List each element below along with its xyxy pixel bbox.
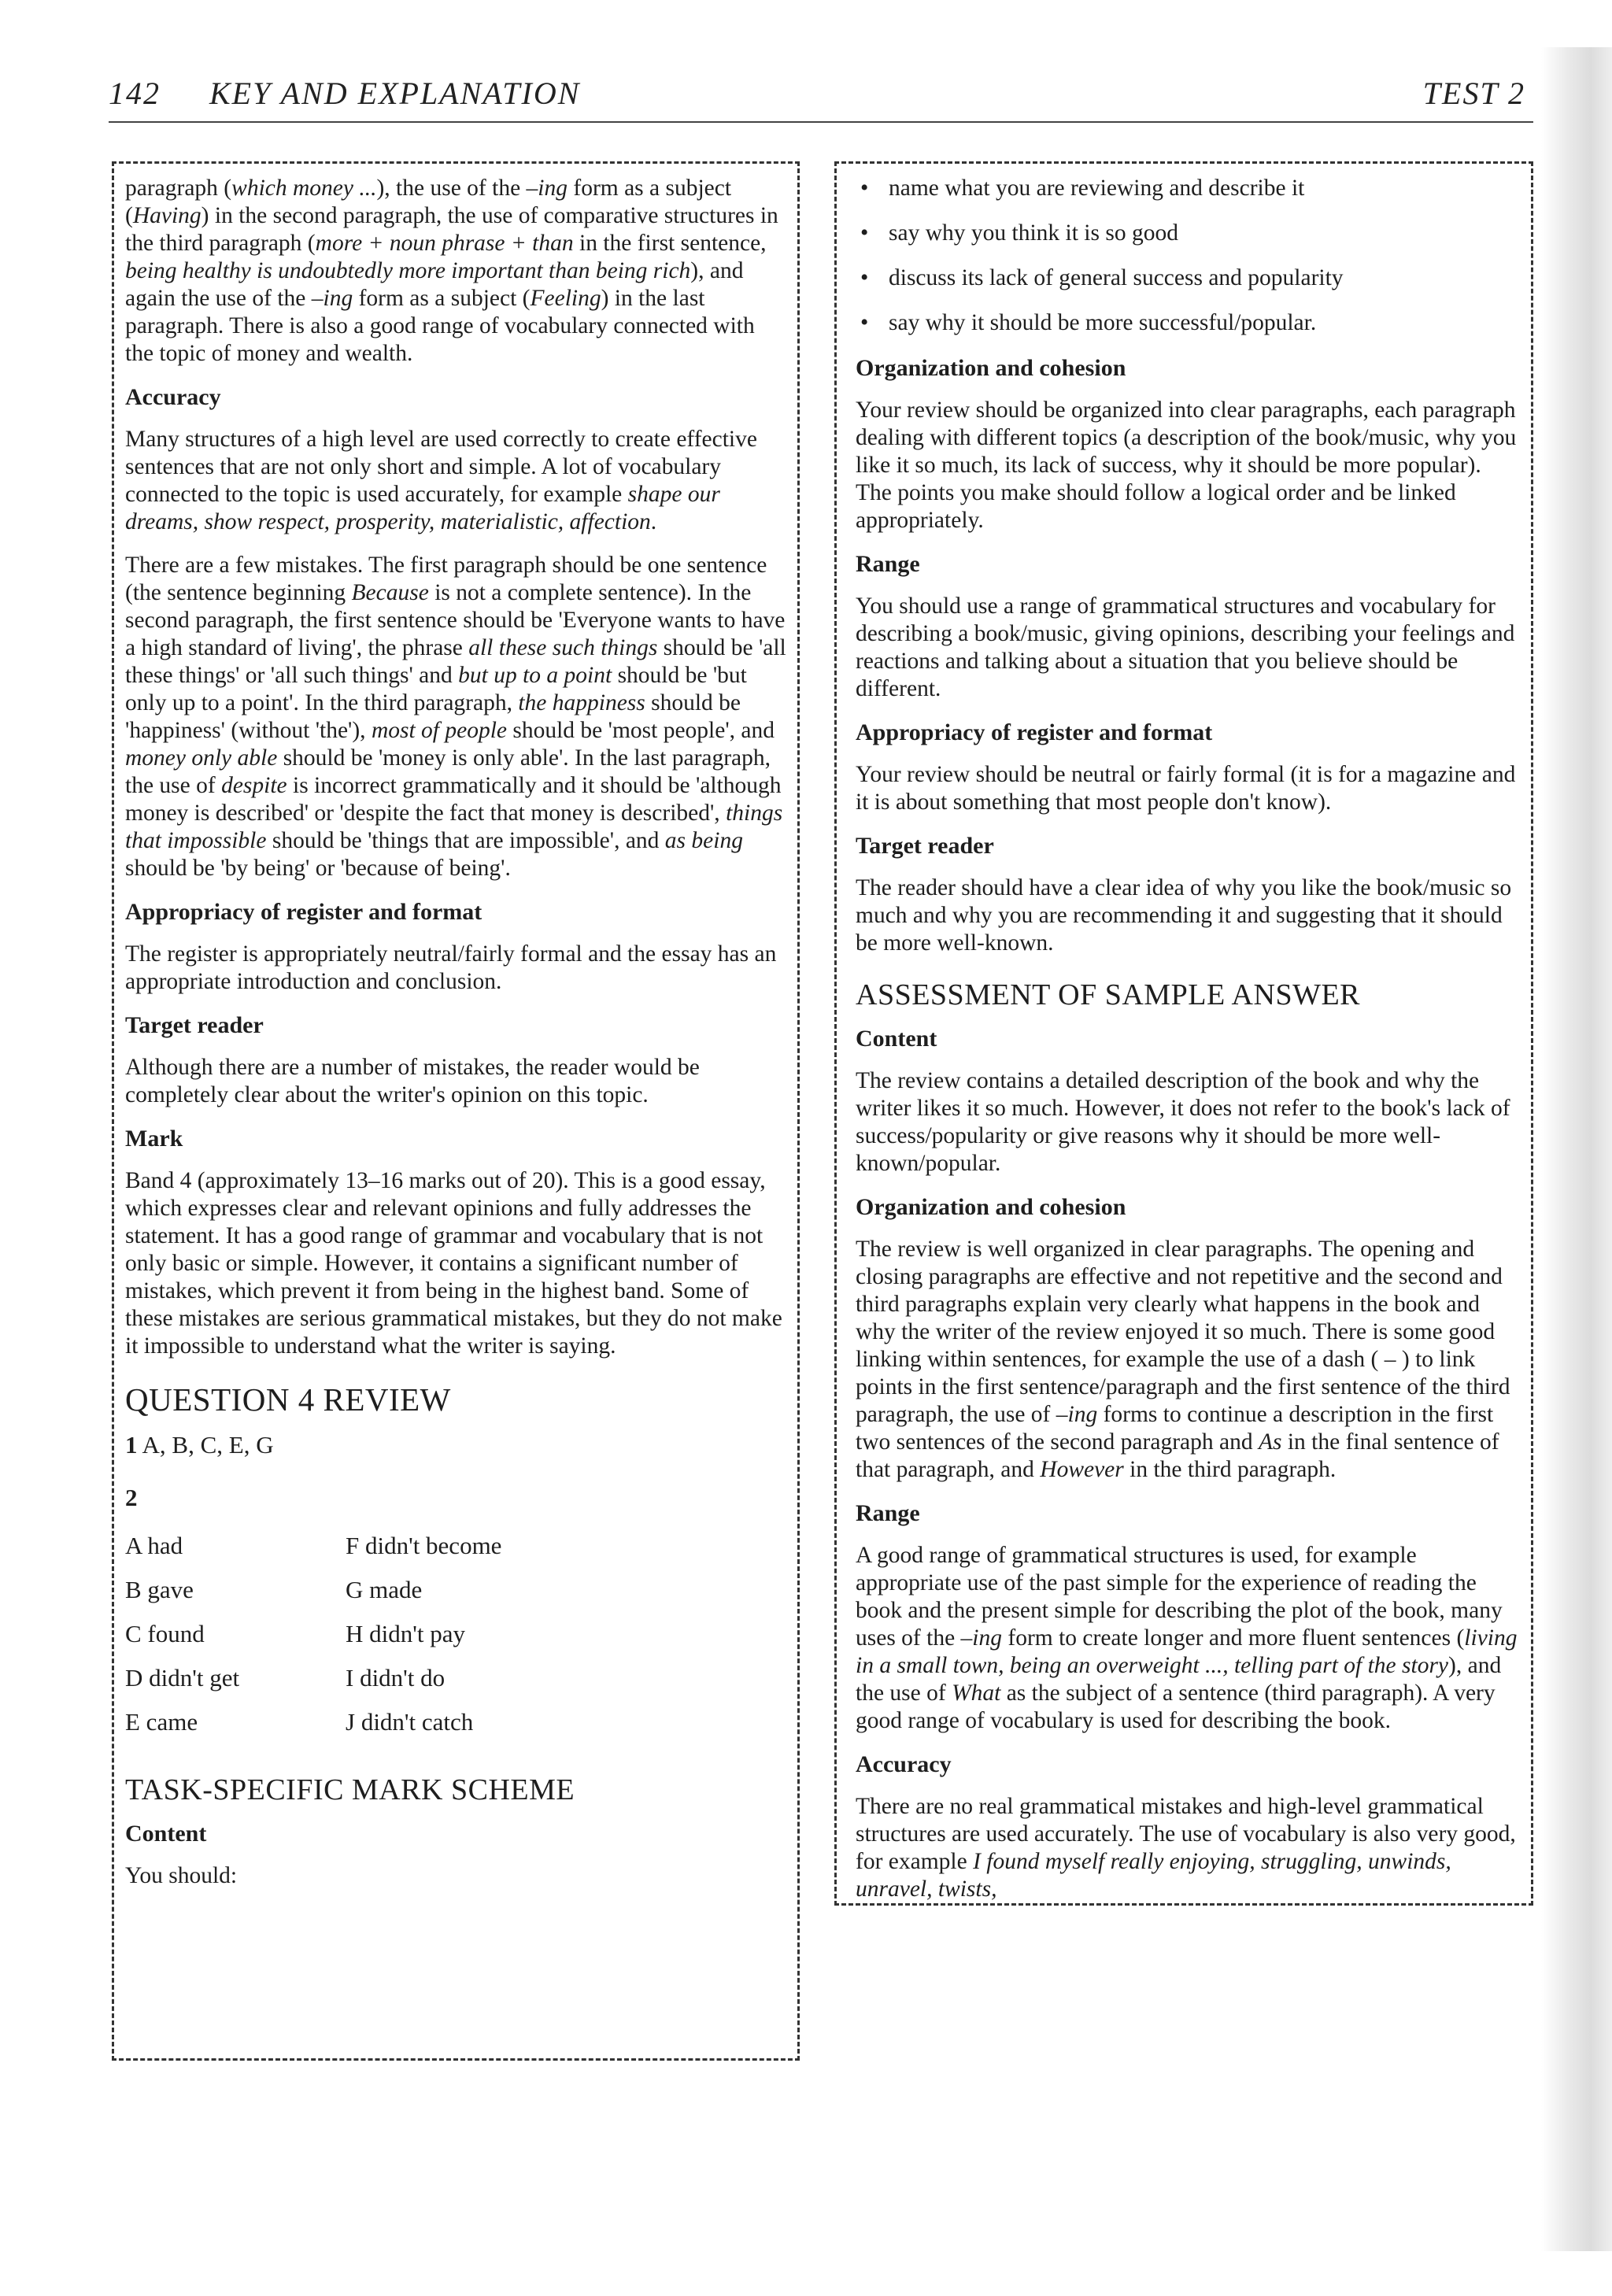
right-column-box xyxy=(834,161,1533,1906)
right-paragraph-6: The review is well organized in clear paragraphs. The opening and closing paragraphs are effective and not repetitive and the second and third paragraphs explain very clearly what happens in the book and why the writer of the review enjoyed it so much. There is some good linking within sentences, for example the use of a dash ( – ) to link points in the first sentence/paragraph and the first sentence of the third paragraph, the use of –ing forms to continue a description in the first two sentences of the second paragraph and As in the final sentence of that paragraph, and However in the third paragraph. xyxy=(856,1237,1510,1482)
question-1-answers xyxy=(125,1431,788,1459)
heading-task-specific-mark-scheme: TASK-SPECIFIC MARK SCHEME xyxy=(125,1773,575,1806)
bullet-item: • say why it should be more successful/popular. xyxy=(860,310,1317,335)
heading-organization-cohesion: Organization and cohesion xyxy=(856,1194,1126,1220)
right-paragraph-4: The reader should have a clear idea of why you like the book/music so much and why you are recommending it and suggesting that it should be more well-known. xyxy=(856,875,1512,956)
question-1-number: 1 xyxy=(125,1431,138,1459)
heading-target-reader: Target reader xyxy=(125,1012,264,1038)
answer-row: E came J didn't catch xyxy=(125,1708,474,1736)
page-number: 142 xyxy=(109,76,161,111)
running-test-label: TEST 2 xyxy=(1422,76,1525,111)
bullet-icon: • xyxy=(860,220,869,246)
heading-range: Range xyxy=(856,551,920,577)
heading-accuracy: Accuracy xyxy=(856,1751,952,1777)
answer-row: B gave G made xyxy=(125,1576,423,1603)
left-paragraph-6: Band 4 (approximately 13–16 marks out of 20). This is a good essay, which expresses clear and relevant opinions and fully addresses the statement. It has a good range of grammar and vocabulary that is not only basic or simple. However, it contains a significant number of mistakes, which prevent it from being in the highest band. Some of these mistakes are serious grammatical mistakes, but they do not make it impossible to understand what the writer is saying. xyxy=(125,1168,782,1359)
bullet-icon: • xyxy=(860,265,869,290)
heading-register-format: Appropriacy of register and format xyxy=(856,719,1213,745)
answer-row: C found H didn't pay xyxy=(125,1620,465,1647)
right-paragraph-8: There are no real grammatical mistakes and high-level grammatical structures are used accurately. The use of vocabulary is also very good, for example I found myself really enjoying, struggling, unwinds, unravel, twists, xyxy=(856,1794,1516,1902)
page-header xyxy=(109,75,1525,109)
heading-range: Range xyxy=(856,1500,920,1526)
right-paragraph-3: Your review should be neutral or fairly formal (it is for a magazine and it is about something that most people don't know). xyxy=(856,762,1516,815)
heading-target-reader: Target reader xyxy=(856,833,994,859)
left-paragraph-7: You should: xyxy=(125,1863,238,1888)
heading-organization-cohesion: Organization and cohesion xyxy=(856,355,1126,381)
running-title: KEY AND EXPLANATION xyxy=(209,76,581,111)
bullet-list xyxy=(856,175,1521,337)
right-paragraph-5: The review contains a detailed description of the book and why the writer likes it so much. However, it does not refer to the book's lack of success/popularity or give reasons why it should be more well-known/popular. xyxy=(856,1068,1510,1176)
answer-row: A had F didn't become xyxy=(125,1532,502,1559)
left-paragraph-1: paragraph (which money ...), the use of the –ing form as a subject (Having) in the second paragraph, the use of comparative structures in the third paragraph (more + noun phrase + than in the first sentence, being healthy is undoubtedly more important than being rich), and again the use of the –ing form as a subject (Feeling) in the last paragraph. There is also a good range of vocabulary connected with the topic of money and wealth. xyxy=(125,176,778,366)
question-2-answer-grid xyxy=(125,1532,788,1752)
left-paragraph-3: There are a few mistakes. The first paragraph should be one sentence (the sentence beginning Because is not a complete sentence). In the second paragraph, the first sentence should be 'Everyone wants to have a high standard of living', the phrase all these such things should be 'all these things' or 'all such things' and but up to a point should be 'but only up to a point'. In the third paragraph, the happiness should be 'happiness' (without 'the'), most of people should be 'most people', and money only able should be 'money is only able'. In the last paragraph, the use of despite is incorrect grammatically and it should be 'although money is described' or 'despite the fact that money is described', things that impossible should be 'things that are impossible', and as being should be 'by being' or 'because of being'. xyxy=(125,553,786,881)
question-2-number: 2 xyxy=(125,1484,138,1511)
heading-content: Content xyxy=(856,1026,937,1052)
right-paragraph-2: You should use a range of grammatical structures and vocabulary for describing a book/music, giving opinions, describing your feelings and reactions and talking about a situation that you believe should be different. xyxy=(856,593,1515,701)
right-paragraph-1: Your review should be organized into clear paragraphs, each paragraph dealing with different topics (a description of the book/music, why you like it so much, its lack of success, why it should be more popular). The points you make should follow a logical order and be linked appropriately. xyxy=(856,397,1517,533)
heading-register-format: Appropriacy of register and format xyxy=(125,899,482,925)
right-paragraph-7: A good range of grammatical structures is used, for example appropriate use of the past simple for the experience of reading the book and the present simple for describing the plot of the book, many uses of the –ing form to create longer and more fluent sentences (living in a small town, being an overweight ..., telling part of the story), and the use of What as the subject of a sentence (third paragraph). A very good range of vocabulary is used for describing the book. xyxy=(856,1543,1518,1733)
heading-question-4-review: QUESTION 4 REVIEW xyxy=(125,1381,451,1418)
page-binding-shadow xyxy=(1541,47,1612,2251)
heading-mark: Mark xyxy=(125,1126,183,1152)
bullet-item: • say why you think it is so good xyxy=(860,220,1178,246)
bullet-icon: • xyxy=(860,176,869,201)
heading-content: Content xyxy=(125,1821,207,1847)
heading-accuracy: Accuracy xyxy=(125,384,221,410)
bullet-item: • discuss its lack of general success and popularity xyxy=(860,265,1344,290)
left-paragraph-2: Many structures of a high level are used correctly to create effective sentences that are not only short and simple. A lot of vocabulary connected to the topic is used accurately, for example shape our dreams, show respect, prosperity, materialistic, affection. xyxy=(125,427,757,534)
header-rule xyxy=(109,121,1533,123)
left-column-box xyxy=(112,161,800,2061)
answer-row: D didn't get I didn't do xyxy=(125,1664,446,1691)
left-paragraph-4: The register is appropriately neutral/fairly formal and the essay has an appropriate introduction and conclusion. xyxy=(125,941,777,994)
bullet-icon: • xyxy=(860,310,869,335)
question-1-answer-list: A, B, C, E, G xyxy=(142,1431,274,1459)
bullet-item: • name what you are reviewing and describe it xyxy=(860,176,1305,201)
left-paragraph-5: Although there are a number of mistakes, the reader would be completely clear about the writer's opinion on this topic. xyxy=(125,1055,700,1107)
heading-assessment-sample-answer: ASSESSMENT OF SAMPLE ANSWER xyxy=(856,978,1361,1011)
